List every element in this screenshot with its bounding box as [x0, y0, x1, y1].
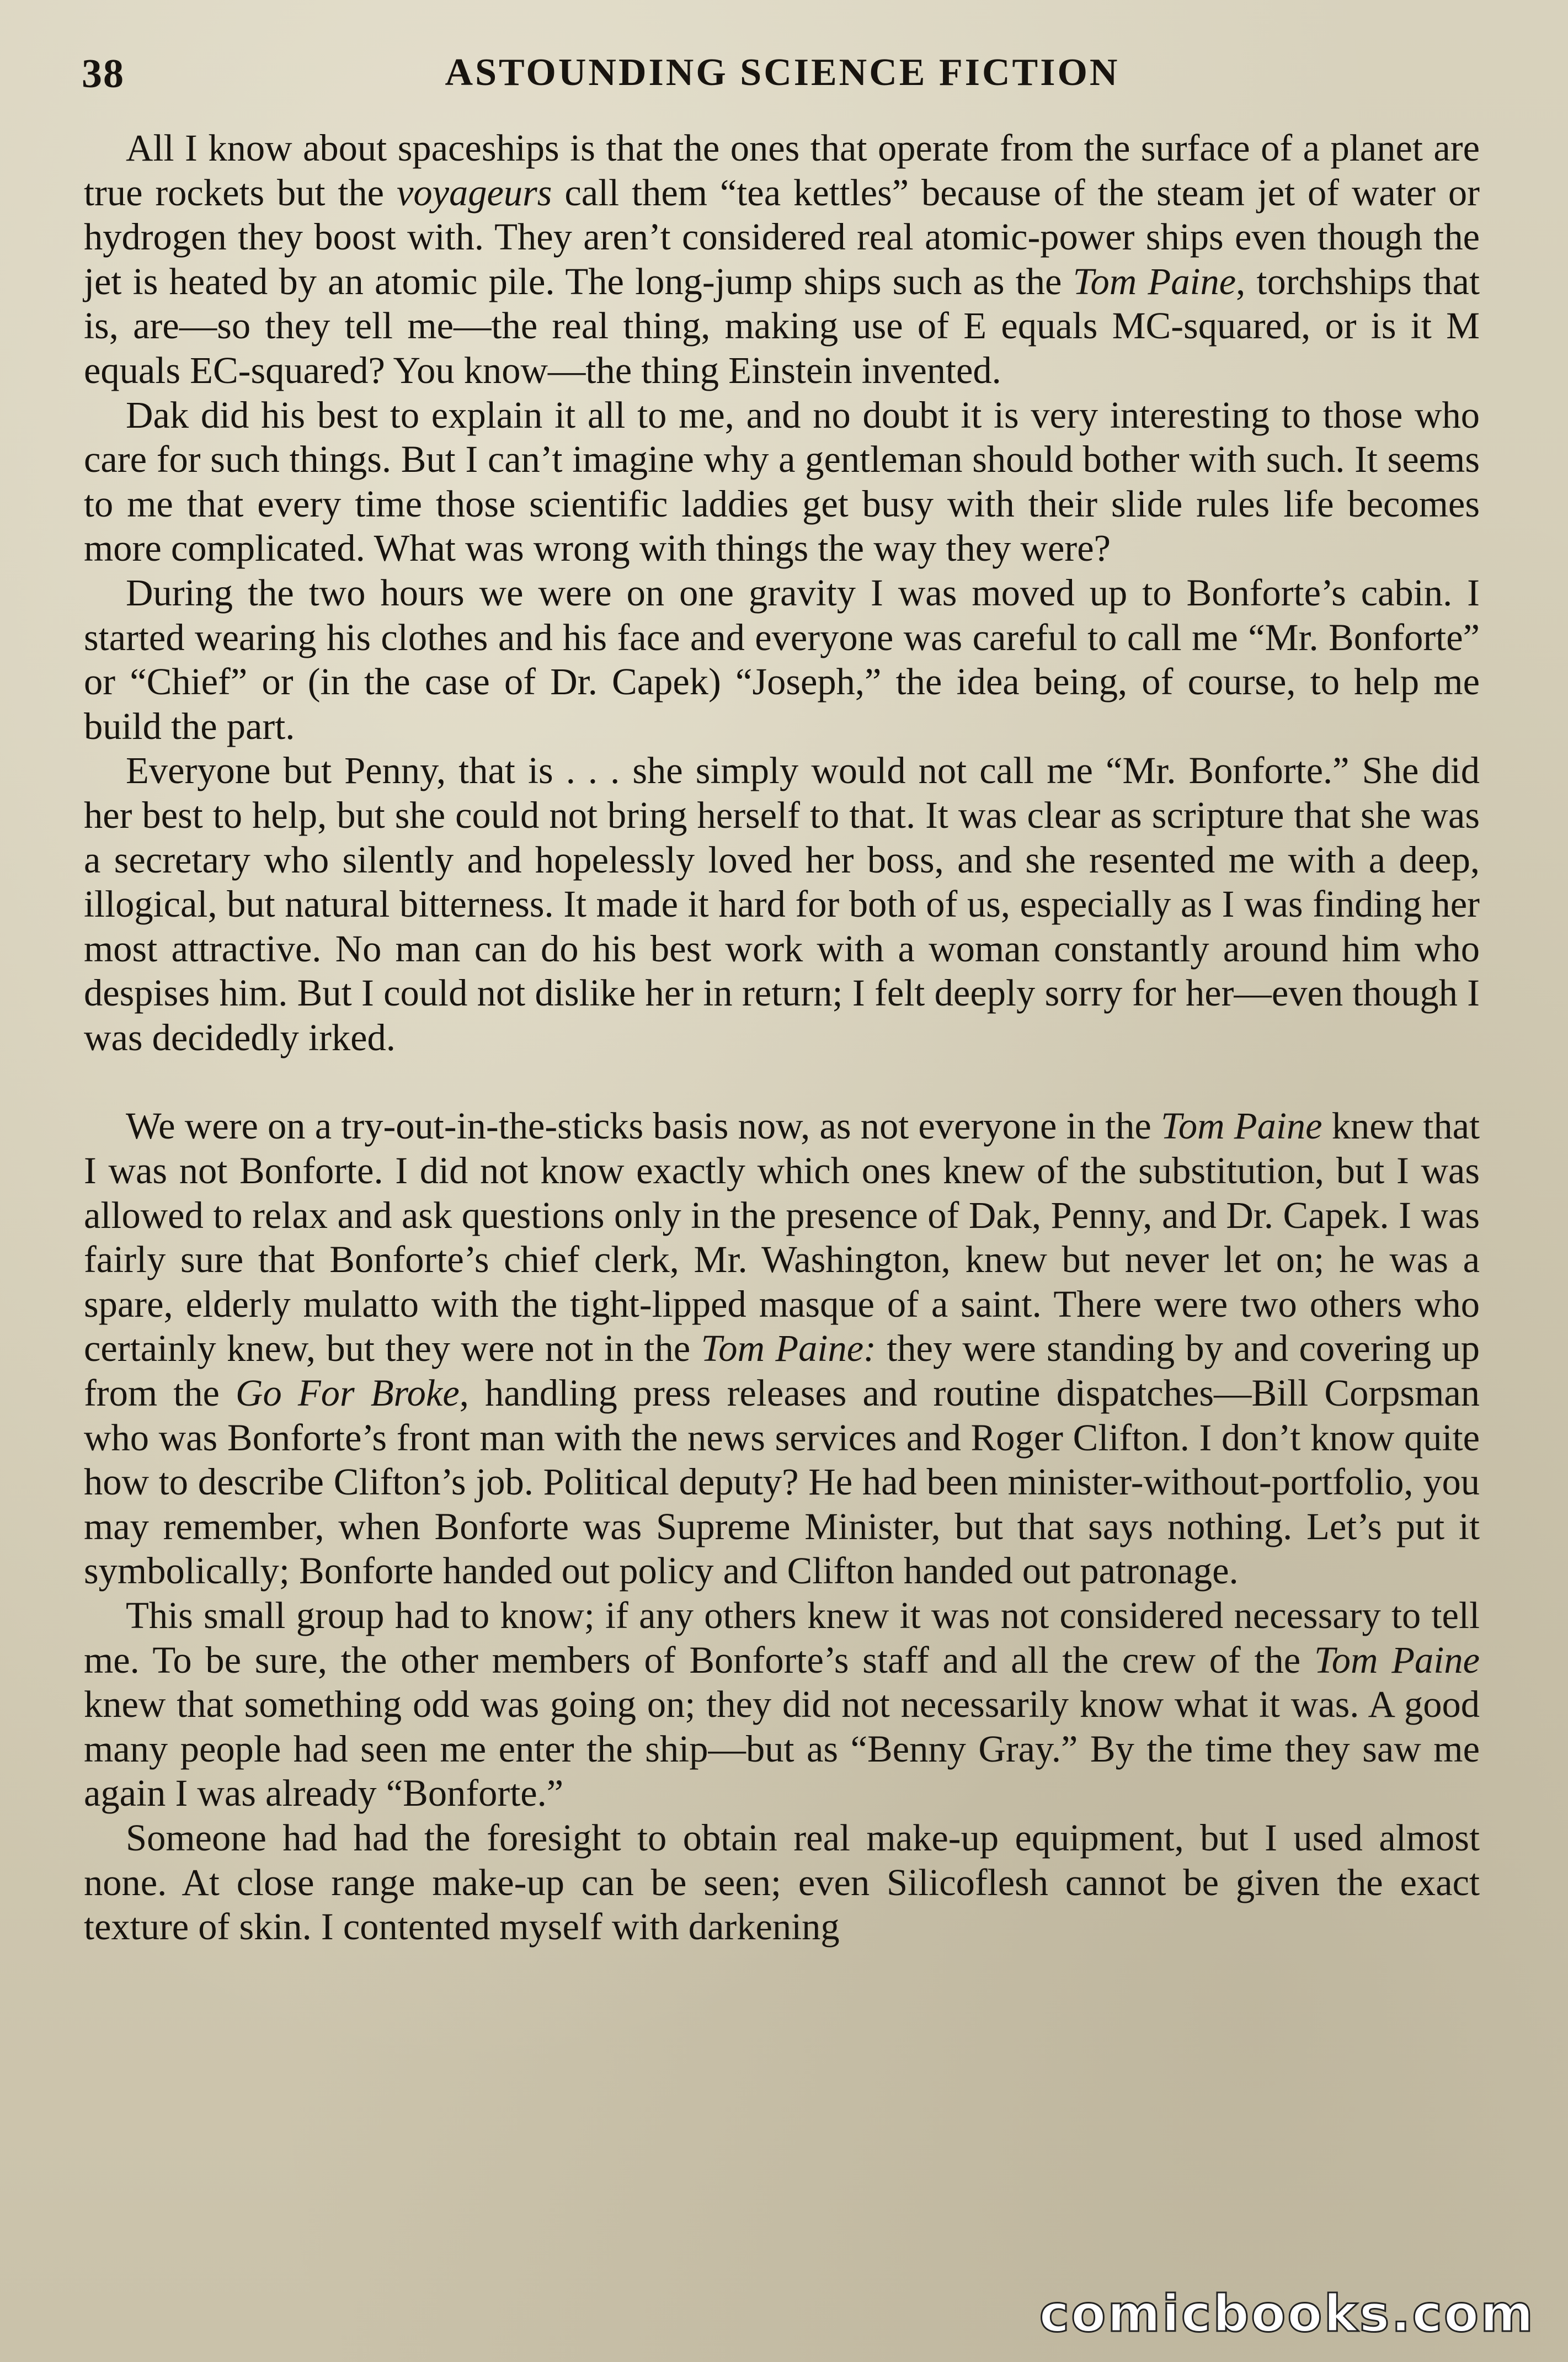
body-text	[84, 126, 1480, 1949]
text-run: We were on a try-out-in-the-sticks basis now, as not everyone in the	[126, 1105, 1161, 1147]
page-header	[82, 51, 1483, 111]
text-run: knew that something odd was going on; they did not necessarily know what it was. A good many people had seen me enter the ship—but as “Benny Gray.” By the time they saw me again I was already “Bonforte.”	[84, 1683, 1480, 1815]
paragraph	[84, 1816, 1480, 1949]
italic-text: voyageurs	[396, 171, 552, 214]
paragraph	[84, 126, 1480, 393]
text-run: All I know about spaceships is that the ones that operate from the surface of a planet are true rockets but the	[84, 127, 1480, 214]
text-run: This small group had to know; if any others knew it was not considered necessary to tell me. To be sure, the other members of Bonforte’s staff and all the crew of the	[84, 1594, 1480, 1681]
text-run: knew that I was not Bonforte. I did not know exactly which ones knew of the substitution, but I was allowed to relax and ask questions only in the presence of Dak, Penny, and Dr. Capek. I was fairly sure that Bonforte’s chief clerk, Mr. Washington, knew but never let on; he was a spare, elderly mulatto with the tight-lipped masque of a saint. There were two others who certainly knew, but they were not in the	[84, 1105, 1480, 1370]
italic-text: Go For Broke	[236, 1372, 460, 1414]
watermark: comicbooks.com	[1039, 2284, 1535, 2343]
page-number: 38	[82, 51, 125, 97]
italic-text: Tom Paine	[1073, 260, 1236, 302]
text-run: they were standing by and covering up from the	[84, 1327, 1480, 1414]
running-head: ASTOUNDING SCIENCE FICTION	[445, 51, 1120, 94]
text-run: Everyone but Penny, that is . . . she simply would not call me “Mr. Bonforte.” She did her best to help, but she could not bring herself to that. It was clear as scripture that she was a secretary who silently and hopelessly loved her boss, and she resented me with a deep, illogical, but natural bitterness. It made it hard for both of us, especially as I was finding her most attractive. No man can do his best work with a woman constantly around him who despises him. But I could not dislike her in return; I felt deeply sorry for her—even though I was decidedly irked.	[84, 749, 1480, 1058]
paragraph	[84, 1593, 1480, 1816]
paragraph	[84, 571, 1480, 748]
text-run: , torchships that is, are—so they tell me—the real thing, making use of E equals MC-squared, or is it M equals EC-squared? You know—the thing Einstein invented.	[84, 260, 1480, 391]
paragraph	[84, 748, 1480, 1060]
text-run: Someone had had the foresight to obtain real make-up equipment, but I used almost none. At close range make-up can be seen; even Silicoflesh cannot be given the exact texture of skin. I contented myself with darkening	[84, 1816, 1480, 1948]
text-run: Dak did his best to explain it all to me, and no doubt it is very interesting to those who care for such things. But I can’t imagine why a gentleman should bother with such. It seems to me that every time those scientific laddies get busy with their slide rules life becomes more complicated. What was wrong with things the way they were?	[84, 393, 1480, 570]
italic-text: Tom Paine	[1161, 1105, 1322, 1147]
italic-text: Tom Paine	[1314, 1638, 1480, 1681]
paragraph	[84, 393, 1480, 571]
text-run: , handling press releases and routine dispatches—Bill Corpsman who was Bonforte’s front man with the news services and Roger Clifton. I don’t know quite how to describe Clifton’s job. Political deputy? He had been minister-without-portfolio, you may remember, when Bonforte was Supreme Minister, but that says nothing. Let’s put it symbolically; Bonforte handed out policy and Clifton handed out patronage.	[84, 1372, 1480, 1592]
paragraph	[84, 1104, 1480, 1593]
text-run: call them “tea kettles” because of the steam jet of water or hydrogen they boost with. They aren’t considered real atomic-power ships even though the jet is heated by an atomic pile. The long-jump ships such as the	[84, 171, 1480, 302]
text-run: During the two hours we were on one gravity I was moved up to Bonforte’s cabin. I started wearing his clothes and his face and everyone was careful to call me “Mr. Bonforte” or “Chief” or (in the case of Dr. Capek) “Joseph,” the idea being, of course, to help me build the part.	[84, 571, 1480, 747]
italic-text: Tom Paine:	[701, 1327, 876, 1370]
